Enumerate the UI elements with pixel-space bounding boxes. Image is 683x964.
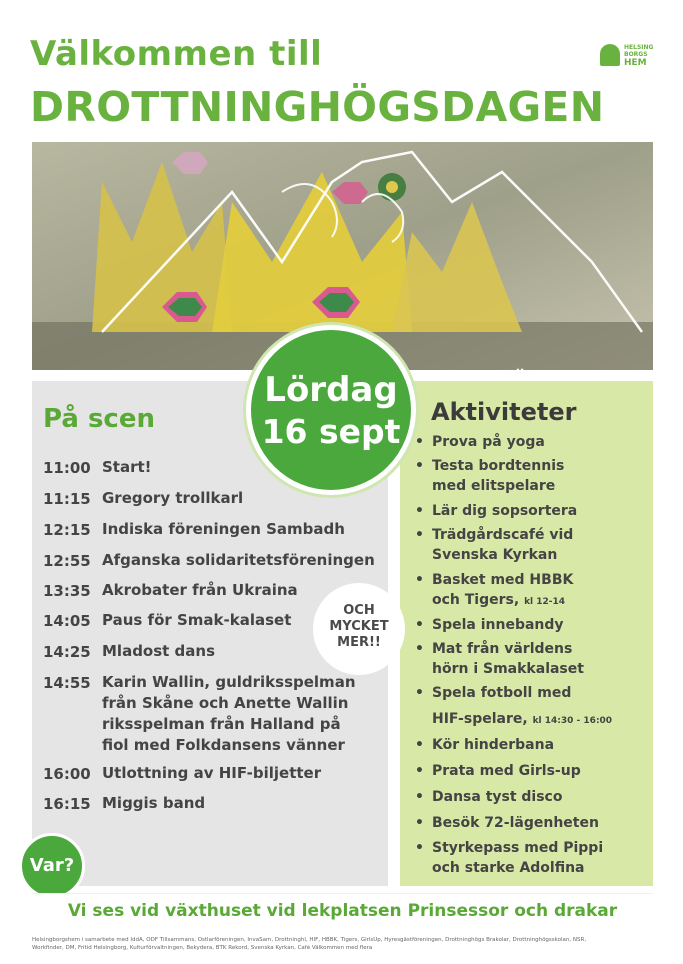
title-event: DROTTNINGHÖGSDAGEN <box>30 83 605 131</box>
schedule-time: 13:35 <box>43 582 91 600</box>
bullet-icon: • <box>415 527 424 543</box>
schedule-time: 12:15 <box>43 521 91 539</box>
schedule-time: 16:00 <box>43 765 91 783</box>
schedule-time: 16:15 <box>43 795 91 813</box>
bullet-icon: • <box>415 685 424 701</box>
date-badge <box>246 325 416 495</box>
activity-item: • Dansa tyst disco <box>415 789 563 805</box>
helsingborgshem-logo <box>600 40 660 74</box>
activity-item: • Testa bordtennis <box>415 458 565 474</box>
schedule-time: 14:05 <box>43 612 91 630</box>
bullet-icon: • <box>415 572 424 588</box>
footer-location: Vi ses vid växthuset vid lekplatsen Prinsessor och drakar <box>67 901 618 921</box>
schedule-item: Gregory trollkarl <box>102 489 244 507</box>
activity-item: • Styrkepass med Pippi <box>415 840 604 856</box>
logo-text-2: BORGS <box>624 51 648 58</box>
activity-item-cont: och Tigers, kl 12-14 <box>432 592 566 608</box>
schedule-time: 14:55 <box>43 674 91 692</box>
bullet-icon: • <box>415 641 424 657</box>
schedule-item: Utlottning av HIF-biljetter <box>102 764 322 782</box>
title-welcome: Välkommen till <box>30 34 323 74</box>
activity-item: • Prova på yoga <box>415 434 545 450</box>
schedule-time: 11:15 <box>43 490 91 508</box>
bullet-icon: • <box>415 737 424 753</box>
activity-item: • Besök 72-lägenheten <box>415 815 599 831</box>
activity-item-cont: HIF-spelare, kl 14:30 - 16:00 <box>432 711 613 727</box>
schedule-item: Start! <box>102 458 152 476</box>
more-text-1: OCH <box>343 603 375 618</box>
schedule-item: Miggis band <box>102 794 206 812</box>
sponsors-line-1: Helsingborgshem i samarbete med IddA, ODF Tillsammans, Ostlarföreningen, InvaSam, Drottninghl, HIF, HBBK, Tigers, GirlsUp, Hyresgästföreningen, Drottninghögs Brakolar, Drottninghögsskolan, NSR, <box>32 937 587 943</box>
schedule-item: Indiska föreningen Sambadh <box>102 520 345 538</box>
activity-item: • Spela fotboll med <box>415 685 572 701</box>
bullet-icon: • <box>415 763 424 779</box>
activity-item: • Kör hinderbana <box>415 737 555 753</box>
date-date: 16 sept <box>261 412 401 451</box>
bullet-icon: • <box>415 617 424 633</box>
bullet-icon: • <box>415 434 424 450</box>
more-text-3: MER!! <box>337 635 381 650</box>
bullet-icon: • <box>415 458 424 474</box>
schedule-time: 14:25 <box>43 643 91 661</box>
where-label: Var? <box>29 855 75 876</box>
schedule-item: Akrobater från Ukraina <box>102 581 298 599</box>
activity-item: • Mat från världens <box>415 641 573 657</box>
activity-item: • Trädgårdscafé vid <box>415 527 574 543</box>
activity-item-cont: och starke Adolfina <box>432 860 585 876</box>
schedule-time: 12:55 <box>43 552 91 570</box>
activity-item-cont: Svenska Kyrkan <box>432 547 558 563</box>
activities-title: Aktiviteter <box>431 398 577 426</box>
bullet-icon: • <box>415 815 424 831</box>
activity-item-cont: med elitspelare <box>432 478 556 494</box>
activity-item-cont: hörn i Smakkalaset <box>432 661 584 677</box>
schedule-item: Mladost dans <box>102 642 216 660</box>
logo-text-3: HEM <box>624 58 647 68</box>
logo-text-1: HELSING <box>624 44 654 51</box>
schedule-item-line: från Skåne och Anette Wallin <box>102 694 349 712</box>
schedule-item: Paus för Smak-kalaset <box>102 611 292 629</box>
activity-item: • Spela innebandy <box>415 617 564 633</box>
activity-item: • Lär dig sopsortera <box>415 503 578 519</box>
stage-title: På scen <box>43 404 155 434</box>
activity-item: • Prata med Girls-up <box>415 763 581 779</box>
schedule-item-line: riksspelman från Halland på <box>102 715 341 733</box>
date-day: Lördag <box>264 370 398 410</box>
sponsors-line-2: Workfinder, DM, Fritid Helsingborg, Kulturförvaltningen, Bekydera, BTK Rekord, Svenska Kyrkan, Café Välkommen med flera <box>32 945 373 951</box>
bullet-icon: • <box>415 840 424 856</box>
bullet-icon: • <box>415 789 424 805</box>
house-logo-icon <box>600 44 620 66</box>
bullet-icon: • <box>415 503 424 519</box>
schedule-item-line: Karin Wallin, guldriksspelman <box>102 673 356 691</box>
more-text-2: MYCKET <box>329 619 389 634</box>
schedule-item: Afganska solidaritetsföreningen <box>102 551 375 569</box>
schedule-item-line: fiol med Folkdansens vänner <box>102 736 345 754</box>
activity-item: • Basket med HBBK <box>415 572 574 588</box>
schedule-time: 11:00 <box>43 459 91 477</box>
